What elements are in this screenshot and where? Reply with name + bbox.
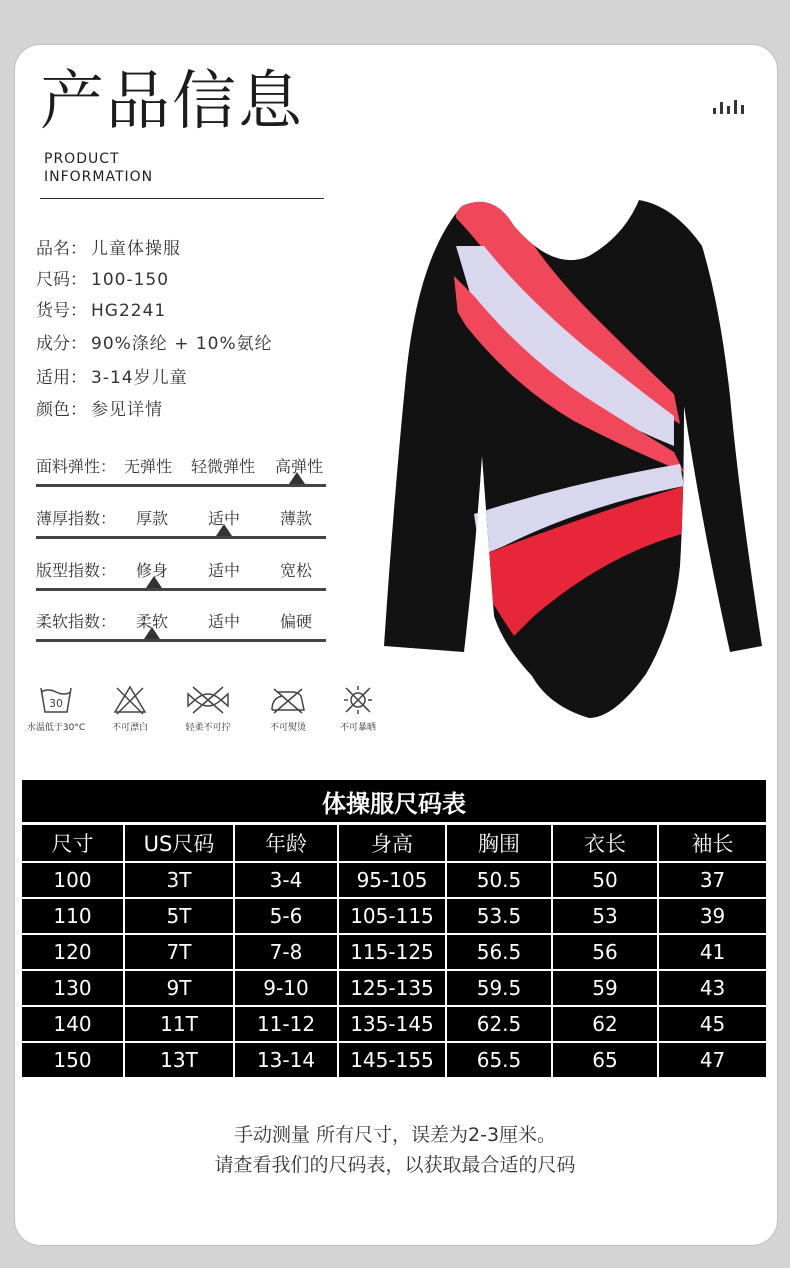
title-divider — [40, 198, 324, 199]
scale-option: 柔软 — [136, 612, 169, 631]
scale-option: 无弹性 — [124, 457, 173, 476]
column-header: 尺寸 — [22, 824, 124, 863]
info-row-age: 适用： 3-14岁儿童 — [36, 368, 188, 388]
scale-option: 轻微弹性 — [191, 457, 256, 476]
scale-option: 适中 — [208, 612, 241, 631]
scale-line — [36, 588, 326, 591]
size-table — [22, 780, 766, 1077]
no-sun-icon — [340, 684, 376, 716]
garment-base — [384, 196, 764, 718]
care-wring: 轻柔不可拧 — [176, 684, 240, 733]
column-header: 年龄 — [234, 824, 338, 863]
svg-text:30: 30 — [49, 697, 63, 710]
column-header: 衣长 — [552, 824, 658, 863]
scale-line — [36, 639, 326, 642]
info-row-color: 颜色： 参见详情 — [36, 400, 163, 420]
no-iron-icon — [268, 684, 308, 716]
scale-option: 薄款 — [280, 509, 313, 528]
no-bleach-icon — [113, 684, 147, 716]
info-row-material: 成分： 90%涤纶 + 10%氨纶 — [36, 334, 273, 354]
subtitle-line-2: INFORMATION — [44, 169, 154, 185]
scale-option: 厚款 — [136, 509, 169, 528]
care-bleach: 不可漂白 — [98, 684, 162, 733]
scale-marker — [216, 524, 232, 536]
column-header: 袖长 — [658, 824, 766, 863]
scale-line — [36, 484, 326, 487]
info-row-item-number: 货号： HG2241 — [36, 301, 167, 321]
column-header: 身高 — [338, 824, 446, 863]
page-title: 产品信息 — [40, 65, 304, 139]
note-line-1: 手动测量 所有尺寸，误差为2-3厘米。 — [233, 1124, 557, 1146]
no-wring-icon — [185, 684, 231, 716]
table-row: 130 9T 9-10 125-135 59.5 59 43 — [22, 970, 766, 1006]
size-table-title: 体操服尺码表 — [22, 780, 766, 824]
care-wash: 30 水温低于30°C — [24, 684, 88, 733]
scale-marker — [289, 472, 305, 484]
scale-option: 修身 — [136, 561, 169, 580]
scale-line — [36, 536, 326, 539]
scale-marker — [146, 576, 162, 588]
care-sun: 不可暴晒 — [326, 684, 390, 733]
info-row-size: 尺码： 100-150 — [36, 270, 170, 290]
scale-option: 适中 — [208, 509, 241, 528]
table-row: 150 13T 13-14 145-155 65.5 65 47 — [22, 1042, 766, 1077]
note-line-2: 请查看我们的尺码表，以获取最合适的尺码 — [214, 1154, 576, 1176]
wash-30-icon — [39, 684, 73, 716]
leotard-image — [384, 196, 764, 718]
scale-option: 偏硬 — [280, 612, 313, 631]
table-row: 100 3T 3-4 95-105 50.5 50 37 — [22, 862, 766, 898]
size-table-header — [22, 824, 766, 863]
table-row: 110 5T 5-6 105-115 53.5 53 39 — [22, 898, 766, 934]
subtitle-line-1: PRODUCT — [44, 151, 120, 167]
scale-option: 高弹性 — [275, 457, 324, 476]
signal-bars-icon — [713, 100, 745, 114]
scale-option: 宽松 — [280, 561, 313, 580]
column-header: US尺码 — [124, 824, 234, 863]
page-subtitle — [44, 150, 153, 186]
care-iron: 不可熨烫 — [256, 684, 320, 733]
table-row: 120 7T 7-8 115-125 56.5 56 41 — [22, 934, 766, 970]
table-row: 140 11T 11-12 135-145 62.5 62 45 — [22, 1006, 766, 1042]
column-header: 胸围 — [446, 824, 552, 863]
scale-option: 适中 — [208, 561, 241, 580]
scale-marker — [144, 627, 160, 639]
info-row-name: 品名： 儿童体操服 — [36, 239, 181, 259]
